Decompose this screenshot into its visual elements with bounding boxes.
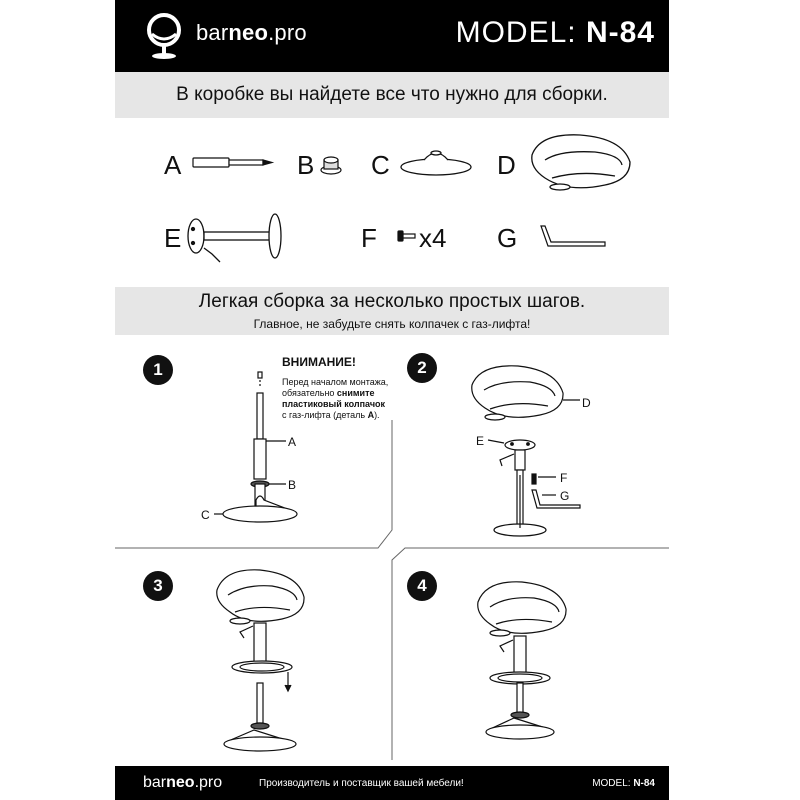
step1-label-c: C: [201, 508, 210, 522]
step1-drawing: [214, 372, 297, 522]
part-qty-f: x4: [419, 223, 447, 253]
warning-title: ВНИМАНИЕ!: [282, 355, 356, 369]
step4-drawing: [478, 582, 566, 739]
part-label-e: E: [164, 223, 182, 253]
step-number-1: 1: [143, 355, 173, 385]
step-number-4: 4: [407, 571, 437, 601]
part-label-b: B: [297, 150, 315, 180]
brand-logo: barneo.pro: [196, 20, 307, 45]
warning-text: Перед началом монтажа, обязательно снимите пластиковый колпачок с газ-лифта (деталь A).: [282, 377, 389, 420]
step2-label-e: E: [476, 434, 485, 448]
step3-drawing: [217, 570, 304, 751]
step1-label-a: A: [288, 435, 297, 449]
step-number-3: 3: [143, 571, 173, 601]
steps-title: Легкая сборка за несколько простых шагов.: [198, 291, 586, 312]
step1-label-b: B: [288, 478, 297, 492]
step2-label-f: F: [560, 471, 568, 485]
footer-tagline: Производитель и поставщик вашей мебели!: [259, 778, 464, 789]
part-label-d: D: [497, 150, 516, 180]
box-contents-heading: В коробке вы найдете все что нужно для сборки.: [115, 72, 669, 118]
steps-subtitle: Главное, не забудьте снять колпачек с газ-лифта!: [253, 317, 531, 331]
footer-model: MODEL: N-84: [592, 778, 655, 789]
step2-label-d: D: [582, 396, 591, 410]
step-dividers: [115, 420, 669, 760]
part-label-g: G: [497, 223, 518, 253]
part-label-c: C: [371, 150, 390, 180]
step2-drawing: [472, 366, 580, 536]
part-label-f: F: [361, 223, 377, 253]
footer-brand-logo: barneo.pro: [143, 774, 223, 791]
part-label-a: A: [164, 150, 182, 180]
model-title: MODEL: N-84: [455, 16, 655, 49]
step-number-2: 2: [407, 353, 437, 383]
step2-label-g: G: [560, 489, 570, 503]
footer-bar: [115, 766, 669, 800]
